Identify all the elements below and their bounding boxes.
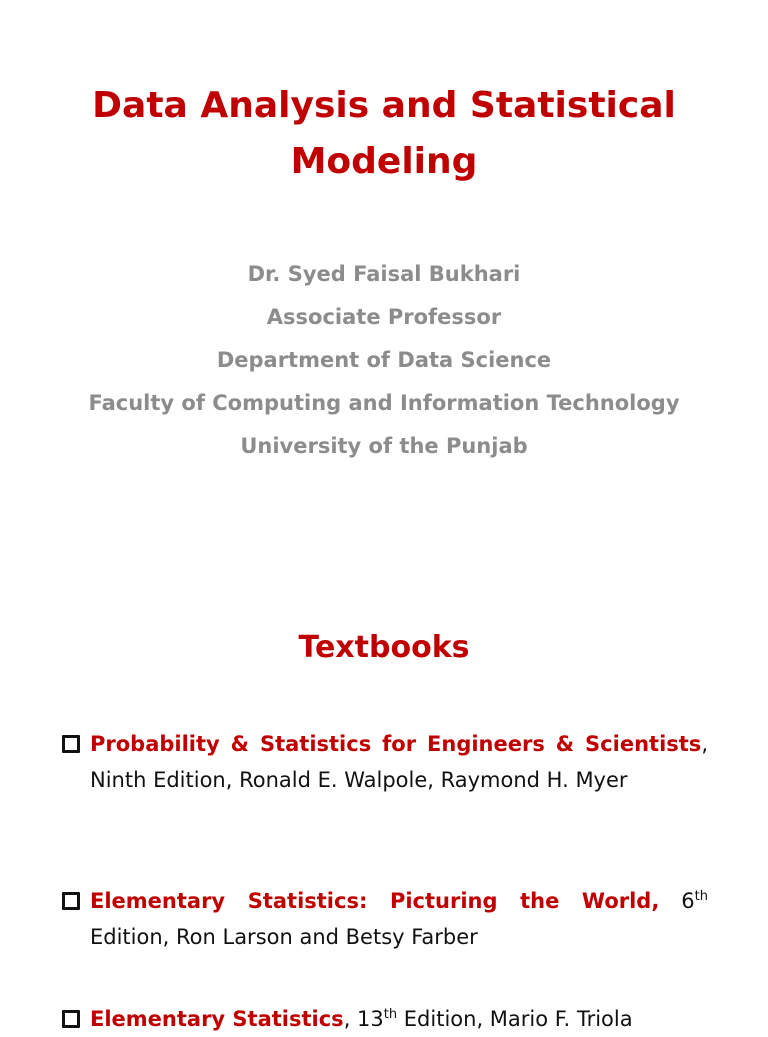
checkbox-bullet-icon — [62, 892, 80, 910]
author-faculty: Faculty of Computing and Information Technology — [88, 391, 680, 415]
checkbox-bullet-icon — [62, 735, 80, 753]
textbook-details: Edition, Ron Larson and Betsy Farber — [90, 925, 478, 949]
title-line-2: Modeling — [290, 141, 478, 182]
textbook-text — [90, 883, 708, 955]
author-university: University of the Punjab — [240, 434, 528, 458]
slide-title — [40, 78, 728, 190]
author-position: Associate Professor — [266, 305, 502, 329]
title-line-1: Data Analysis and Statistical — [92, 85, 676, 126]
author-info — [20, 253, 748, 468]
textbook-title: Elementary Statistics: Picturing the World, — [90, 889, 660, 913]
textbook-details: , Ninth Edition, Ronald E. Walpole, Raymond H. Myer — [90, 732, 708, 792]
textbook-edition-suffix: th — [694, 889, 708, 904]
textbooks-slide — [0, 576, 768, 1031]
author-name: Dr. Syed Faisal Bukhari — [247, 262, 521, 286]
textbook-details: Edition, Mario F. Triola — [397, 1007, 633, 1031]
textbooks-heading: Textbooks — [298, 630, 470, 665]
textbook-edition-number: 6 — [681, 889, 695, 913]
textbook-edition-suffix: th — [383, 1007, 398, 1022]
textbook-item — [62, 1001, 708, 1037]
textbook-item — [62, 883, 708, 955]
textbook-title: Elementary Statistics — [90, 1007, 344, 1031]
textbook-item — [62, 726, 708, 798]
textbook-text — [90, 1001, 708, 1037]
textbook-text — [90, 726, 708, 798]
checkbox-bullet-icon — [62, 1010, 80, 1028]
textbook-title: Probability & Statistics for Engineers & Scientists — [90, 732, 702, 756]
author-department: Department of Data Science — [216, 348, 552, 372]
textbook-edition-pre: , 13 — [343, 1007, 384, 1031]
